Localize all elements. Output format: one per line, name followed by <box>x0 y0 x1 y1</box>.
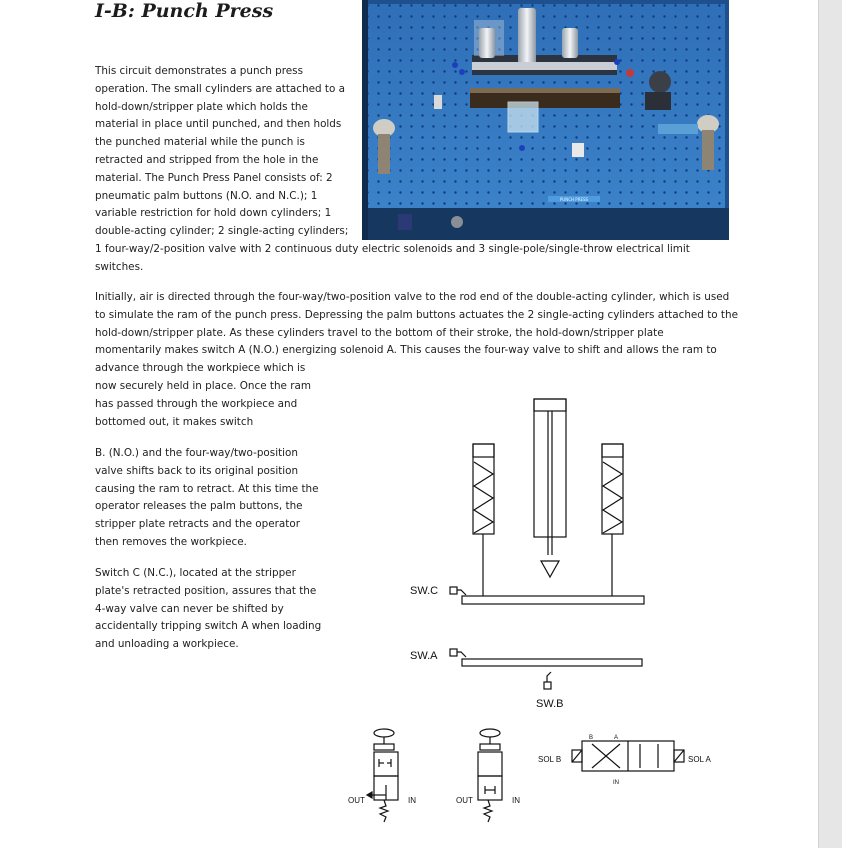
intro-line: retracted and stripped from the hole in the <box>95 153 319 166</box>
intro-line: 1 four-way/2-position valve with 2 continuous duty electric solenoids and 3 single-pole/single-throw electrical limit <box>95 242 690 255</box>
port-b-label: B <box>589 735 594 741</box>
out-label-1: OUT <box>348 796 365 805</box>
operation-line: momentarily makes switch A (N.O.) energizing solenoid A. This causes the four-way valve to shift and allows the ram to <box>95 344 717 357</box>
intro-line: This circuit demonstrates a punch press <box>95 65 303 77</box>
in-label-1: IN <box>408 796 416 805</box>
in-label-2: IN <box>512 796 520 805</box>
operation-line: bottomed out, it makes switch <box>95 415 254 428</box>
page-title: I-B: Punch Press <box>95 0 274 22</box>
switch-c-line: plate's retracted position, assures that the <box>95 584 317 597</box>
scrollbar-gutter[interactable] <box>818 0 842 848</box>
intro-line: the punched material while the punch is <box>95 136 305 149</box>
operation-line: to simulate the ram of the punch press. Depressing the palm buttons actuates the 2 single-acting cylinders attached to the <box>95 308 738 321</box>
stripper-plate <box>462 596 644 604</box>
intro-line: double-acting cylinder; 2 single-acting cylinders; <box>95 225 349 238</box>
intro-paragraph <box>95 63 690 277</box>
sw-b-label: SW.B <box>536 698 564 710</box>
palm-button-valve-no <box>367 729 398 822</box>
return-line: B. (N.O.) and the four-way/two-position <box>95 447 298 459</box>
operation-line: now securely held in place. Once the ram <box>95 379 312 392</box>
sw-c-label: SW.C <box>410 585 439 597</box>
sol-b-label: SOL B <box>538 755 562 764</box>
switch-c-line: 4-way valve can never be shifted by <box>95 602 284 615</box>
palm-button-valve-nc <box>478 729 502 822</box>
return-line: stripper plate retracts and the operator <box>95 518 300 531</box>
four-way-valve <box>572 741 684 771</box>
operation-line: hold-down/stripper plate. As these cylinders travel to the bottom of their stroke, the hold-down/stripper plate <box>95 326 664 339</box>
switch-c-line: accidentally tripping switch A when loading <box>95 620 322 633</box>
sol-a-label: SOL A <box>688 755 711 764</box>
operation-line: has passed through the workpiece and <box>95 397 298 410</box>
return-paragraph <box>95 445 319 552</box>
switch-c-symbol <box>450 587 466 595</box>
workpiece-plate <box>462 659 642 666</box>
switch-c-line: and unloading a workpiece. <box>95 638 239 651</box>
left-hold-down-cylinder <box>473 444 494 596</box>
return-line: then removes the workpiece. <box>95 535 247 548</box>
sw-a-label: SW.A <box>410 650 438 662</box>
intro-line: material in place until punched, and then holds <box>95 118 342 131</box>
right-hold-down-cylinder <box>602 444 623 596</box>
return-line: valve shifts back to its original position <box>95 464 299 477</box>
intro-line: material. The Punch Press Panel consists of: 2 <box>95 171 333 184</box>
panel-label: PUNCH PRESS <box>559 197 589 202</box>
intro-line: variable restriction for hold down cylinders; 1 <box>95 207 332 220</box>
intro-line: pneumatic palm buttons (N.O. and N.C.); 1 <box>95 189 318 202</box>
operation-line: Initially, air is directed through the four-way/two-position valve to the rod end of the double-acting cylinder, which is used <box>95 291 730 303</box>
pneumatic-schematic <box>340 380 740 850</box>
port-a-label: A <box>614 735 619 741</box>
intro-line: hold-down/stripper plate which holds the <box>95 100 308 113</box>
out-label-2: OUT <box>456 796 473 805</box>
intro-line: operation. The small cylinders are attached to a <box>95 82 345 95</box>
switch-c-paragraph <box>95 565 321 654</box>
ram-cylinder <box>534 399 566 577</box>
switch-c-line: Switch C (N.C.), located at the stripper <box>95 567 296 579</box>
switch-b-symbol <box>544 672 551 689</box>
return-line: operator releases the palm buttons, the <box>95 500 303 513</box>
intro-line: switches. <box>95 260 144 273</box>
return-line: causing the ram to retract. At this time the <box>95 482 319 495</box>
switch-a-symbol <box>450 649 466 657</box>
port-in-label: IN <box>613 780 619 786</box>
operation-line: advance through the workpiece which is <box>95 362 306 375</box>
